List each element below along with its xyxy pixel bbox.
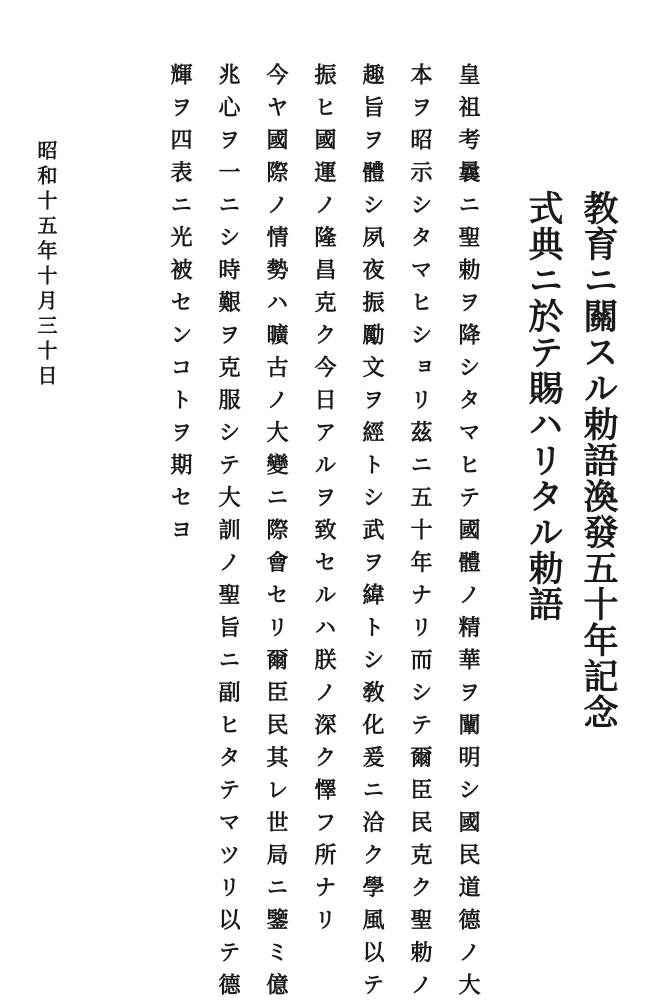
title-line-1: 教育ニ關スル勅語渙發五十年記念 [578, 190, 619, 730]
body-line-2: 本ヲ昭示シタマヒショリ茲ニ五十年ナリ而シテ爾臣民克ク聖勅ノ [407, 63, 433, 1006]
body-line-7: 輝ヲ四表ニ光被センコトヲ期セヨ [167, 63, 193, 551]
body-line-4: 振ヒ國運ノ隆昌克ク今日アルヲ致セルハ朕ノ深ク懌フ所ナリ [311, 63, 337, 941]
body-line-6: 兆心ヲ一ニシ時艱ヲ克服シテ大訓ノ聖旨ニ副ヒタテマツリ以テ德 [215, 63, 241, 1006]
body-line-1: 皇祖考曩ニ聖勅ヲ降シタマヒテ國體ノ精華ヲ闡明シ國民道德ノ大 [455, 63, 481, 1006]
date: 昭和十五年十月三十日 [34, 140, 58, 390]
body-line-5: 今ヤ國際ノ情勢ハ曠古ノ大變ニ際會セリ爾臣民其レ世局ニ鑒ミ億 [263, 63, 289, 1006]
title-line-2: 式典ニ於テ賜ハリタル勅語 [523, 190, 564, 622]
body-line-3: 趣旨ヲ體シ夙夜振勵文ヲ經トシ武ヲ緯トシ敎化爰ニ洽ク學風以テ [359, 63, 385, 1006]
